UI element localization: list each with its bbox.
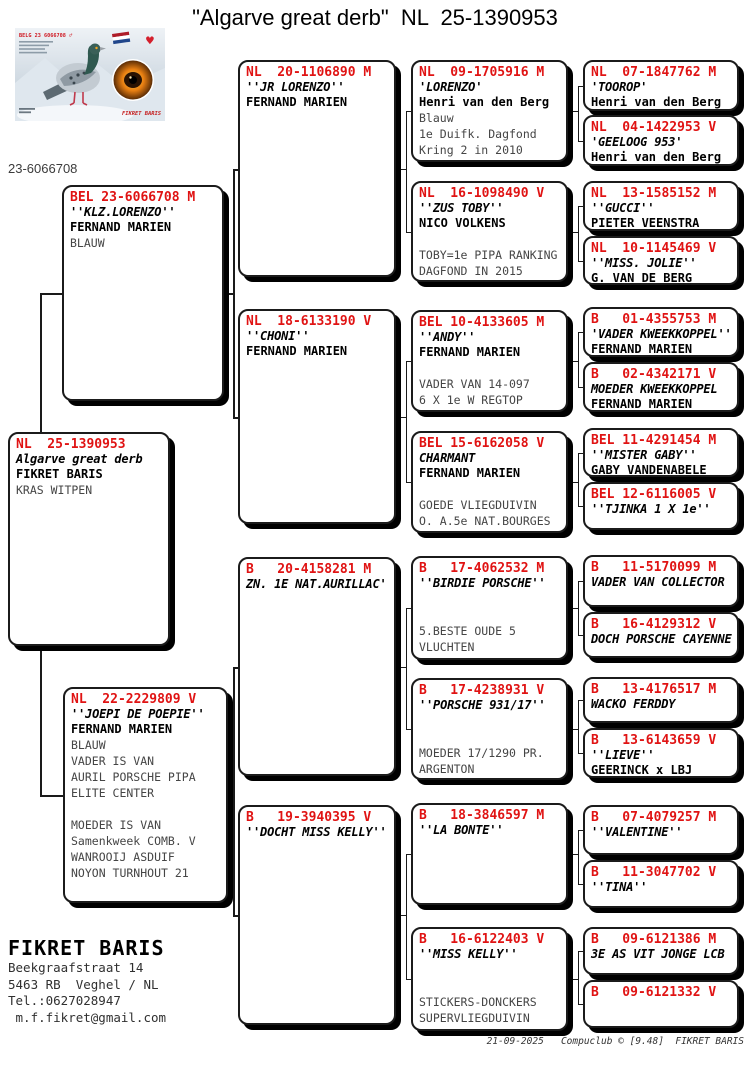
- connector-line: [396, 417, 407, 418]
- connector-line: [406, 361, 407, 483]
- connector-line: [578, 700, 579, 754]
- pigeon-name: ''VALENTINE'': [591, 825, 683, 839]
- pedigree-box-b01: [583, 307, 739, 357]
- pigeon-name: ''TJINKA 1 X 1e'': [591, 502, 711, 516]
- pedigree-box-bel23: [62, 185, 224, 401]
- connector-line: [568, 232, 579, 233]
- connector-line: [568, 111, 579, 112]
- connector-line: [568, 482, 579, 483]
- ring-number: B 19-3940395 V: [246, 810, 372, 825]
- owner-name: GABY VANDENABELE: [591, 463, 707, 477]
- info-line: SUPERVLIEGDUIVIN: [419, 1011, 530, 1025]
- pigeon-name: WACKO FERDDY: [591, 697, 676, 711]
- info-line: [419, 591, 560, 607]
- ring-number: B 11-3047702 V: [591, 865, 717, 880]
- pigeon-name: ''JR LORENZO'': [246, 80, 345, 94]
- info-line: [419, 360, 560, 376]
- owner-name: PIETER VEENSTRA: [591, 216, 700, 230]
- pigeon-name: CHARMANT: [419, 451, 476, 465]
- pedigree-box-b16: [411, 927, 568, 1031]
- pedigree-box-nl20: [238, 60, 396, 277]
- connector-line: [578, 453, 579, 507]
- pigeon-name: ''ZUS TOBY'': [419, 201, 504, 215]
- owner-name: FIKRET BARIS: [16, 467, 103, 481]
- info-line: [419, 962, 560, 978]
- ring-number: NL 16-1098490 V: [419, 186, 545, 201]
- pedigree-box-nl07: [583, 60, 739, 111]
- info-line: VLUCHTEN: [419, 640, 475, 654]
- pigeon-name: ''GUCCI'': [591, 201, 655, 215]
- ring-number: B 17-4238931 V: [419, 683, 545, 698]
- pigeon-name: DOCH PORSCHE CAYENNE: [591, 632, 732, 646]
- ring-number: B 02-4342171 V: [591, 367, 717, 382]
- ring-number: BEL 23-6066708 M: [70, 190, 196, 205]
- owner-name: Henri van den Berg: [591, 150, 722, 164]
- owner-name: GEERINCK x LBJ: [591, 763, 693, 777]
- footer-print-info: 21-09-2025 Compuclub © [9.48] FIKRET BARIS: [486, 1036, 744, 1047]
- pedigree-box-nl16: [411, 181, 568, 282]
- info-line: Kring 2 in 2010: [419, 143, 523, 157]
- heart-icon: ♥: [146, 34, 154, 49]
- pigeon-name: ''TINA'': [591, 880, 648, 894]
- pedigree-box-bel10: [411, 310, 568, 412]
- owner-name: FERNAND MARIEN: [591, 397, 693, 411]
- pedigree-box-b02: [583, 362, 739, 412]
- connector-line: [568, 854, 579, 855]
- ring-number: B 07-4079257 M: [591, 810, 717, 825]
- pigeon-name: MOEDER KWEEKKOPPEL: [591, 382, 718, 396]
- pigeon-name: ''KLZ.LORENZO'': [70, 205, 176, 219]
- pedigree-box-bel15: [411, 431, 568, 533]
- pedigree-box-b13b: [583, 728, 739, 778]
- connector-line: [578, 86, 579, 142]
- pigeon-photo: [15, 28, 165, 121]
- photo-caption: 23-6066708: [8, 161, 78, 176]
- ring-number: B 01-4355753 M: [591, 312, 717, 327]
- connector-line: [568, 729, 579, 730]
- ring-number: NL 04-1422953 V: [591, 120, 717, 135]
- connector-line: [578, 206, 579, 262]
- pigeon-name: 'GEELOOG 953': [591, 135, 683, 149]
- connector-line: [406, 608, 407, 730]
- pigeon-name: ''LIEVE'': [591, 748, 655, 762]
- ring-number: BEL 15-6162058 V: [419, 436, 545, 451]
- owner-email-line: m.f.fikret@gmail.com: [8, 1009, 167, 1025]
- info-line: [419, 978, 560, 994]
- ring-number: B 09-6121332 V: [591, 985, 717, 1000]
- info-line: ARGENTON: [419, 762, 475, 776]
- page-title: "Algarve great derb" NL 25-1390953: [192, 5, 558, 30]
- info-line: 6 X 1e W REGTOP: [419, 393, 523, 407]
- info-line: Samenkweek COMB. V: [71, 834, 196, 848]
- connector-line: [578, 332, 579, 388]
- photo-ring-label: BELG 23 6066708 ♂: [19, 33, 73, 39]
- pedigree-box-b16a: [583, 612, 739, 658]
- ring-number: B 11-5170099 M: [591, 560, 717, 575]
- owner-name: FERNAND MARIEN: [246, 344, 348, 358]
- ring-number: NL 25-1390953: [16, 437, 126, 452]
- pigeon-name: 'LORENZO': [419, 80, 483, 94]
- info-line: VADER VAN 14-097: [419, 377, 530, 391]
- info-line: [419, 607, 560, 623]
- info-line: [419, 729, 560, 745]
- ring-number: B 16-4129312 V: [591, 617, 717, 632]
- info-line: WANROOIJ ASDUIF: [71, 850, 175, 864]
- ring-number: B 17-4062532 M: [419, 561, 545, 576]
- info-line: Blauw: [419, 111, 454, 125]
- pigeon-name: 'TOOROP': [591, 80, 648, 94]
- ring-number: NL 20-1106890 M: [246, 65, 372, 80]
- connector-line: [568, 608, 579, 609]
- connector-line: [40, 293, 62, 295]
- ring-number: NL 18-6133190 V: [246, 314, 372, 329]
- pedigree-box-b09b: [583, 980, 739, 1028]
- owner-name: FERNAND MARIEN: [591, 342, 693, 356]
- ring-number: B 09-6121386 M: [591, 932, 717, 947]
- info-line: MOEDER 17/1290 PR.: [419, 746, 544, 760]
- owner-name: FERNAND MARIEN: [419, 345, 521, 359]
- info-line: [71, 801, 220, 817]
- ring-number: B 13-6143659 V: [591, 733, 717, 748]
- pigeon-name: Algarve great derb: [16, 452, 143, 466]
- connector-line: [396, 169, 407, 170]
- pigeon-name: ''MISTER GABY'': [591, 448, 697, 462]
- ring-number: NL 10-1145469 V: [591, 241, 717, 256]
- pigeon-name: 'VADER KWEEKKOPPEL'': [591, 327, 732, 341]
- pigeon-name: ''BIRDIE PORSCHE'': [419, 576, 546, 590]
- connector-line: [406, 854, 407, 980]
- pedigree-box-b07: [583, 805, 739, 855]
- pigeon-name: ''ANDY'': [419, 330, 476, 344]
- pedigree-box-b11a: [583, 555, 739, 607]
- pigeon-name: ''DOCHT MISS KELLY'': [246, 825, 387, 839]
- connector-line: [396, 667, 407, 668]
- pedigree-box-nl10: [583, 236, 739, 285]
- ring-number: B 20-4158281 M: [246, 562, 372, 577]
- owner-name: FERNAND MARIEN: [246, 95, 348, 109]
- ring-number: B 13-4176517 M: [591, 682, 717, 697]
- connector-line: [228, 795, 235, 797]
- connector-line: [406, 111, 407, 233]
- info-line: DAGFOND IN 2015: [419, 264, 523, 278]
- info-line: KRAS WITPEN: [16, 483, 93, 497]
- owner-address-line-2: 5463 RB Veghel / NL: [8, 976, 159, 992]
- pedigree-box-b20: [238, 557, 396, 776]
- info-line: NOYON TURNHOUT 21: [71, 866, 189, 880]
- owner-contact-block: [8, 936, 166, 1026]
- connector-line: [578, 830, 579, 885]
- owner-name: G. VAN DE BERG: [591, 271, 693, 285]
- ring-number: NL 13-1585152 M: [591, 186, 717, 201]
- info-line: [419, 481, 560, 497]
- ring-number: B 16-6122403 V: [419, 932, 545, 947]
- owner-phone-line: Tel.:0627028947: [8, 993, 121, 1008]
- pedigree-box-b09a: [583, 927, 739, 975]
- info-line: O. A.5e NAT.BOURGES: [419, 514, 551, 528]
- owner-name: Henri van den Berg: [591, 95, 722, 109]
- pigeon-name: VADER VAN COLLECTOR: [591, 575, 725, 589]
- info-line: STICKERS-DONCKERS: [419, 995, 537, 1009]
- info-line: BLAUW: [71, 738, 106, 752]
- owner-name: FERNAND MARIEN: [70, 220, 172, 234]
- pedigree-box-b18: [411, 803, 568, 905]
- pigeon-name: ''MISS KELLY'': [419, 947, 518, 961]
- pedigree-box-subject: [8, 432, 170, 646]
- pedigree-box-nl22: [63, 687, 228, 903]
- info-line: BLAUW: [70, 236, 105, 250]
- info-line: ELITE CENTER: [71, 786, 155, 800]
- pigeon-name: ''CHONI'': [246, 329, 310, 343]
- pigeon-name: ''JOEPI DE POEPIE'': [71, 707, 205, 721]
- ring-number: BEL 12-6116005 V: [591, 487, 717, 502]
- pedigree-box-b19: [238, 805, 396, 1025]
- connector-line: [233, 667, 235, 917]
- pigeon-name: ''MISS. JOLIE'': [591, 256, 697, 270]
- owner-name: FERNAND MARIEN: [71, 722, 173, 736]
- connector-line: [396, 915, 407, 916]
- owner-name: Henri van den Berg: [419, 95, 550, 109]
- ring-number: NL 22-2229809 V: [71, 692, 197, 707]
- pedigree-box-bel11: [583, 428, 739, 477]
- info-line: AURIL PORSCHE PIPA: [71, 770, 196, 784]
- info-line: [419, 713, 560, 729]
- ring-number: NL 09-1705916 M: [419, 65, 545, 80]
- info-line: GOEDE VLIEGDUIVIN: [419, 498, 537, 512]
- owner-name-heading: FIKRET BARIS: [8, 936, 165, 960]
- info-line: [419, 231, 560, 247]
- pedigree-box-nl13: [583, 181, 739, 231]
- connector-line: [224, 293, 235, 295]
- info-line: MOEDER IS VAN: [71, 818, 162, 832]
- connector-line: [568, 979, 579, 980]
- pedigree-box-nl18: [238, 309, 396, 524]
- pigeon-name: 3E AS VIT JONGE LCB: [591, 947, 725, 961]
- ring-number: NL 07-1847762 M: [591, 65, 717, 80]
- ring-number: B 18-3846597 M: [419, 808, 545, 823]
- pigeon-name: ''LA BONTE'': [419, 823, 504, 837]
- pigeon-name: ''PORSCHE 931/17'': [419, 698, 546, 712]
- pedigree-box-nl04: [583, 115, 739, 166]
- pedigree-box-b17b: [411, 678, 568, 780]
- pedigree-box-b13a: [583, 677, 739, 723]
- pedigree-box-bel12: [583, 482, 739, 530]
- ring-number: BEL 10-4133605 M: [419, 315, 545, 330]
- connector-line: [568, 361, 579, 362]
- photo-brand-label: FIKRET BARIS: [122, 111, 161, 117]
- info-line: VADER IS VAN: [71, 754, 155, 768]
- owner-name: NICO VOLKENS: [419, 216, 506, 230]
- info-line: 5.BESTE OUDE 5: [419, 624, 516, 638]
- info-line: 1e Duifk. Dagfond: [419, 127, 537, 141]
- connector-line: [578, 951, 579, 1005]
- pedigree-box-nl09: [411, 60, 568, 162]
- owner-name: FERNAND MARIEN: [419, 466, 521, 480]
- pedigree-box-b11b: [583, 860, 739, 908]
- eye-emblem: [112, 59, 154, 101]
- info-line: TOBY=1e PIPA RANKING: [419, 248, 558, 262]
- pigeon-name: ZN. 1E NAT.AURILLAC': [246, 577, 387, 591]
- ring-number: BEL 11-4291454 M: [591, 433, 717, 448]
- owner-address-line-1: Beekgraafstraat 14: [8, 960, 144, 975]
- connector-line: [40, 795, 63, 797]
- pedigree-box-b17a: [411, 556, 568, 660]
